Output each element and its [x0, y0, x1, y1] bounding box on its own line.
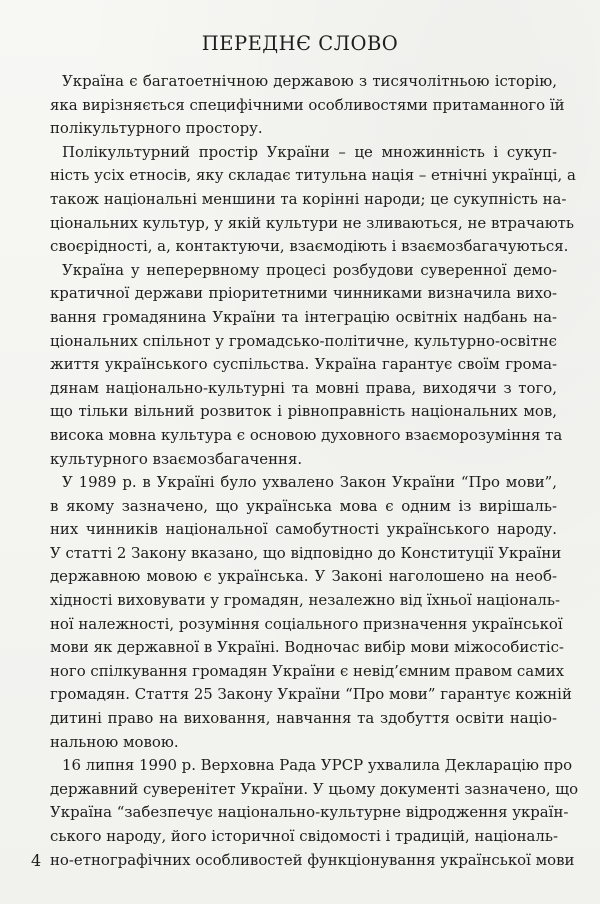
paragraph	[50, 141, 576, 259]
paragraph	[50, 259, 563, 471]
text-line: Україна у неперервному процесі розбудови суверенної демо-	[62, 260, 557, 279]
text-line: мови як державної в Україні. Водночас вибір мови міжособистіс-	[50, 638, 564, 657]
page-number: 4	[31, 851, 42, 870]
paragraph	[50, 754, 579, 872]
text-line: державний суверенітет України. У цьому документі зазначено, що	[50, 779, 579, 798]
paragraph	[50, 471, 572, 754]
page-body	[50, 70, 579, 872]
text-line: Україна є багатоетнічною державою з тисячолітньою історію,	[62, 72, 557, 90]
text-line: 16 липня 1990 р. Верховна Рада УРСР ухвалила Декларацію про	[62, 756, 573, 775]
text-line: вання громадянина України та інтеграцію освітніх надбань на-	[50, 307, 557, 326]
text-line: ського народу, його історичної свідомості і традицій, національ-	[50, 827, 559, 845]
text-line: ність усіх етносів, яку складає титульна нація – етнічні українці, а	[50, 166, 576, 185]
text-line: ціональних спільнот у громадсько-політичне, культурно-освітнє	[50, 331, 557, 350]
text-line: Полікультурний простір України – це множинність і сукуп-	[62, 142, 557, 161]
text-line: державною мовою є українська. У Законі наголошено на необ-	[50, 567, 557, 586]
text-line: своєрідності, а, контактуючи, взаємодіють і взаємозбагачуються.	[50, 237, 569, 256]
text-line: дитині право на виховання, навчання та здобуття освіти націо-	[50, 709, 557, 728]
text-line: полікультурного простору.	[50, 119, 263, 138]
text-line: в якому зазначено, що українська мова є одним із вирішаль-	[50, 496, 557, 515]
text-line: хідності виховувати у громадян, незалежно від їхньої національ-	[50, 591, 561, 610]
text-line: У статті 2 Закону вказано, що відповідно до Конституції України	[50, 543, 562, 562]
text-line: Україна “забезпечує національно-культурне відродження україн-	[50, 803, 569, 822]
text-line: життя українського суспільства. Україна гарантує своїм грома-	[50, 355, 557, 374]
paragraph	[50, 70, 565, 141]
text-line: кратичної держави пріоритетними чинниками визначила вихо-	[50, 284, 557, 303]
text-line: ної належності, розуміння соціального призначення української	[50, 614, 563, 633]
text-line: дянам національно-культурні та мовні права, виходячи з того,	[50, 378, 557, 397]
text-line: громадян. Стаття 25 Закону України “Про мови” гарантує кожній	[50, 685, 572, 704]
text-line: У 1989 р. в Україні було ухвалено Закон України “Про мови”,	[62, 473, 557, 492]
text-line: яка вирізняється специфічними особливостями притаманного їй	[50, 95, 565, 114]
text-line: них чинників національної самобутності українського народу.	[50, 520, 557, 539]
page-title: ПЕРЕДНЄ СЛОВО	[201, 32, 399, 55]
text-line: ного спілкування громадян України є невід’ємним правом самих	[50, 661, 565, 680]
text-line: ціональних культур, у якій культури не зливаються, не втрачають	[50, 213, 575, 232]
text-line: но-етнографічних особливостей функціонування української мови	[50, 850, 575, 869]
text-line: нальною мовою.	[50, 732, 179, 751]
text-line: також національні меншини та корінні народи; це сукупність на-	[50, 189, 567, 208]
text-line: висока мовна культура є основою духовного взаєморозуміння та	[50, 425, 563, 444]
text-line: що тільки вільний розвиток і рівноправність національних мов,	[50, 402, 557, 421]
text-line: культурного взаємозбагачення.	[50, 449, 303, 468]
